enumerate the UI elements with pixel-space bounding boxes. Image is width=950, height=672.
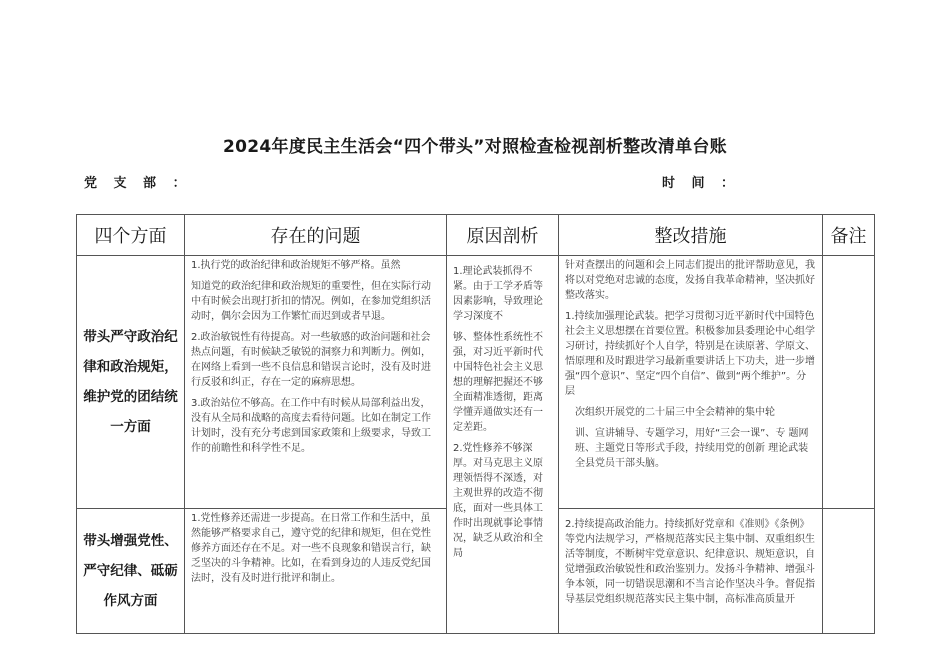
header-problems: 存在的问题: [185, 215, 447, 256]
cause-item: 2.党性修养不够深厚。对马克思主义原理领悟得不深透，对主观世界的改造不彻底，面对一些具体工作时出现就事论事情况，缺乏从政治和全局: [453, 443, 543, 559]
aspect-cell: [77, 509, 185, 634]
causes-cell: [447, 256, 559, 634]
header-aspect: 四个方面: [77, 215, 185, 256]
header-causes: 原因剖析: [447, 215, 559, 256]
header-measures: 整改措施: [559, 215, 823, 256]
measures-cell: [559, 509, 823, 634]
measure-item: 1.持续加强理论武装。把学习贯彻习近平新时代中国特色社会主义思想摆在首要位置。积极参加县委理论中心组学习研讨，持续抓好个人自学，特别是在读原著、学原文、悟原理和及时跟进学习最新重要讲话上下功夫，进一步增强“四个意识”、坚定“四个自信”、做到“两个维护”。分层: [565, 311, 815, 397]
notes-cell: [823, 509, 875, 634]
rectification-table: [76, 214, 875, 634]
notes-cell: [823, 256, 875, 509]
cause-item: 1.理论武装抓得不紧。由于工学矛盾等因素影响，导致理论学习深度不: [453, 266, 543, 322]
measure-item: 针对查摆出的问题和会上同志们提出的批评帮助意见，我将以对党绝对忠诚的态度，发扬自我革命精神，坚决抓好整改落实。: [565, 260, 815, 301]
measures-cell: [559, 256, 823, 509]
table-header-row: [77, 215, 875, 256]
table-row: [77, 256, 875, 509]
aspect-text: 带头增强党性、严守纪律、砥砺作风方面: [83, 533, 178, 609]
measure-item: 次组织开展党的二十届三中全会精神的集中轮: [575, 407, 775, 418]
measure-item: 2.持续提高政治能力。持续抓好党章和《准则》《条例》等党内法规学习，严格规范落实民主集中制、双重组织生活等制度，不断树牢党章意识、纪律意识、规矩意识，自觉增强政治敏锐性和政治鉴别力。发扬斗争精神、增强斗争本领，同一切错误思潮和不当言论作坚决斗争。督促指导基层党组织规范落实民主集中制，高标准高质量开: [565, 519, 815, 605]
problem-item: 2.政治敏锐性有待提高。对一些敏感的政治问题和社会热点问题，有时候缺乏敏锐的洞察力和判断力。例如，在网络上看到一些不良信息和错误言论时，没有及时进行反驳和纠正，存在一定的麻痹思想。: [191, 332, 431, 388]
problem-item: 1.党性修养还需进一步提高。在日常工作和生活中，虽然能够严格要求自己，遵守党的纪律和规矩，但在党性修养方面还存在不足。对一些不良现象和错误言行，缺乏坚决的斗争精神。比如，在看到身边的人违反党纪国法时，没有及时进行批评和制止。: [191, 513, 431, 584]
problems-cell: [185, 509, 447, 634]
problem-item: 3.政治站位不够高。在工作中有时候从局部利益出发，没有从全局和战略的高度去看待问题。比如在制定工作计划时，没有充分考虑到国家政策和上级要求，导致工作的前瞻性和科学性不足。: [191, 398, 431, 454]
document-title: 2024年度民主生活会“四个带头”对照检查检视剖析整改清单台账: [223, 137, 727, 157]
problem-item: 1.执行党的政治纪律和政治规矩不够严格。虽然: [191, 260, 401, 271]
cause-item: 够、整体性系统性不强，对习近平新时代中国特色社会主义思想的理解把握还不够全面精准透彻，距离学懂弄通做实还有一定差距。: [453, 332, 543, 433]
measure-item: 训、宣讲辅导、专题学习，用好“三会一课”、专 题网班、主题党日等形式手段，持续用党的创新 理论武装全县党员干部头脑。: [575, 428, 809, 469]
problems-cell: [185, 256, 447, 509]
party-branch-label: 党 支 部 ：: [84, 176, 192, 191]
time-label: 时 间 ：: [662, 176, 741, 191]
problem-item: 知道党的政治纪律和政治规矩的重要性，但在实际行动中有时候会出现打折扣的情况。例如，在参加党组织活动时，偶尔会因为工作繁忙而迟到或者早退。: [191, 281, 431, 322]
header-notes: 备注: [823, 215, 875, 256]
aspect-cell: [77, 256, 185, 509]
aspect-text: 带头严守政治纪律和政治规矩，维护党的团结统一方面: [83, 329, 178, 435]
